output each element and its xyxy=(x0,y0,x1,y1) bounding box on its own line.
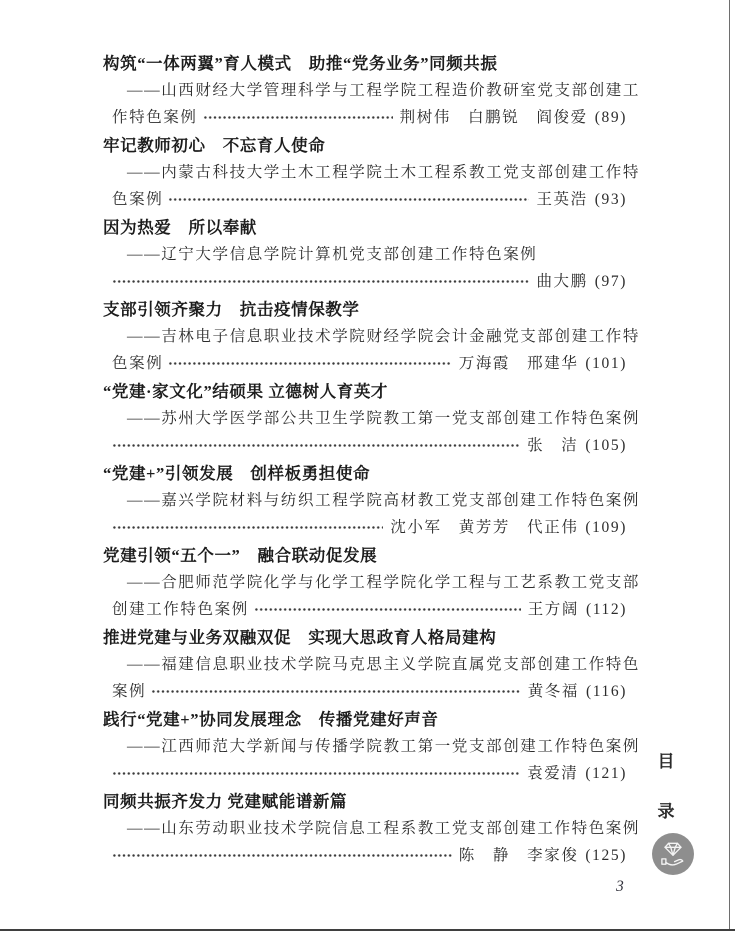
entry-leader-row xyxy=(103,186,627,213)
entry-page-ref: (109) xyxy=(585,519,627,536)
entry-page-ref: (93) xyxy=(594,191,627,208)
entry-authors: 曲大鹏 xyxy=(536,273,588,290)
entry-page-ref: (105) xyxy=(585,437,627,454)
side-label-char: 录 xyxy=(657,802,675,821)
entry-title: 支部引领齐聚力 抗击疫情保教学 xyxy=(103,300,360,319)
entry-subtitle: ——辽宁大学信息学院计算机党支部创建工作特色案例 xyxy=(127,246,538,263)
entry-leader-row xyxy=(103,432,627,459)
toc-entry xyxy=(103,542,641,623)
entry-authors: 黄冬福 xyxy=(527,683,579,700)
entry-page-ref: (121) xyxy=(585,765,627,782)
entry-title: 推进党建与业务双融双促 实现大思政育人格局建构 xyxy=(103,628,497,647)
page-edge-right xyxy=(729,0,730,930)
entry-authors: 万海霞 邢建华 xyxy=(458,355,579,372)
entry-title: 牢记教师初心 不忘育人使命 xyxy=(103,136,326,155)
entry-subtitle: ——嘉兴学院材料与纺织工程学院高材教工党支部创建工作特色案例 xyxy=(127,492,641,509)
entry-leader-row xyxy=(103,760,627,787)
dot-leader xyxy=(254,602,521,617)
entry-title: “党建·家文化”结硕果 立德树人育英才 xyxy=(103,382,389,401)
entry-leader-row xyxy=(103,514,627,541)
side-label-char: 目 xyxy=(657,752,675,771)
entry-page-ref: (112) xyxy=(586,601,627,618)
entry-subtitle: ——福建信息职业技术学院马克思主义学院直属党支部创建工作特色 xyxy=(127,656,641,673)
toc-entry xyxy=(103,214,627,295)
toc-entry xyxy=(103,788,641,869)
toc-entry xyxy=(103,378,641,459)
dot-leader xyxy=(168,192,529,207)
entry-page-ref: (89) xyxy=(594,109,627,126)
entry-page-ref: (116) xyxy=(586,683,627,700)
dot-leader xyxy=(203,110,393,125)
entry-leader-row xyxy=(103,596,627,623)
toc-entry xyxy=(103,132,641,213)
entry-subtitle: ——苏州大学医学部公共卫生学院教工第一党支部创建工作特色案例 xyxy=(127,410,641,427)
entry-title: 党建引领“五个一” 融合联动促发展 xyxy=(103,546,378,565)
entry-leader-prefix: 色案例 xyxy=(112,191,164,208)
entry-authors: 王方阔 xyxy=(527,601,579,618)
entry-authors: 张 洁 xyxy=(527,437,579,454)
hand-holding-gem-icon xyxy=(652,833,694,875)
entry-authors: 王英浩 xyxy=(536,191,588,208)
entry-title: 构筑“一体两翼”育人模式 助推“党务业务”同频共振 xyxy=(103,54,498,73)
entry-leader-prefix: 作特色案例 xyxy=(112,109,198,126)
page-number: 3 xyxy=(616,878,624,895)
entry-title: 同频共振齐发力 党建赋能谱新篇 xyxy=(103,792,348,811)
entry-leader-row xyxy=(103,104,627,131)
entry-title: “党建+”引领发展 创样板勇担使命 xyxy=(103,464,371,483)
page-edge-bottom xyxy=(0,929,735,931)
entry-subtitle: ——江西师范大学新闻与传播学院教工第一党支部创建工作特色案例 xyxy=(127,738,641,755)
entry-authors: 沈小军 黄芳芳 代正伟 xyxy=(390,519,579,536)
entry-title: 践行“党建+”协同发展理念 传播党建好声音 xyxy=(103,710,439,729)
entry-subtitle: ——内蒙古科技大学土木工程学院土木工程系教工党支部创建工作特 xyxy=(127,164,641,181)
dot-leader xyxy=(112,766,520,781)
entry-subtitle: ——合肥师范学院化学与化学工程学院化学工程与工艺系教工党支部 xyxy=(127,574,641,591)
entry-subtitle: ——山东劳动职业技术学院信息工程系教工党支部创建工作特色案例 xyxy=(127,820,641,837)
entry-authors: 陈 静 李家俊 xyxy=(458,847,579,864)
toc-side-label xyxy=(652,753,680,820)
entry-leader-row xyxy=(103,842,627,869)
entry-authors: 袁爱清 xyxy=(527,765,579,782)
toc-entry xyxy=(103,296,641,377)
entry-leader-row xyxy=(103,268,627,295)
entry-leader-prefix: 色案例 xyxy=(112,355,164,372)
toc-entry xyxy=(103,460,641,541)
entry-leader-row xyxy=(103,678,627,705)
toc-entry xyxy=(103,624,641,705)
entry-page-ref: (125) xyxy=(585,847,627,864)
toc-entry xyxy=(103,50,641,131)
entry-page-ref: (101) xyxy=(585,355,627,372)
entry-authors: 荆树伟 白鹏锐 阎俊爱 xyxy=(399,109,588,126)
dot-leader xyxy=(112,848,452,863)
toc-entry xyxy=(103,706,641,787)
entry-page-ref: (97) xyxy=(594,273,627,290)
entry-leader-prefix: 案例 xyxy=(112,683,147,700)
toc-list xyxy=(103,50,641,870)
dot-leader xyxy=(112,520,383,535)
entry-subtitle: ——山西财经大学管理科学与工程学院工程造价教研室党支部创建工 xyxy=(127,82,641,99)
dot-leader xyxy=(151,684,520,699)
entry-leader-row xyxy=(103,350,627,377)
dot-leader xyxy=(112,274,529,289)
entry-subtitle: ——吉林电子信息职业技术学院财经学院会计金融党支部创建工作特 xyxy=(127,328,641,345)
dot-leader xyxy=(112,438,520,453)
entry-leader-prefix: 创建工作特色案例 xyxy=(112,601,249,618)
dot-leader xyxy=(168,356,451,371)
entry-title: 因为热爱 所以奉献 xyxy=(103,218,257,237)
